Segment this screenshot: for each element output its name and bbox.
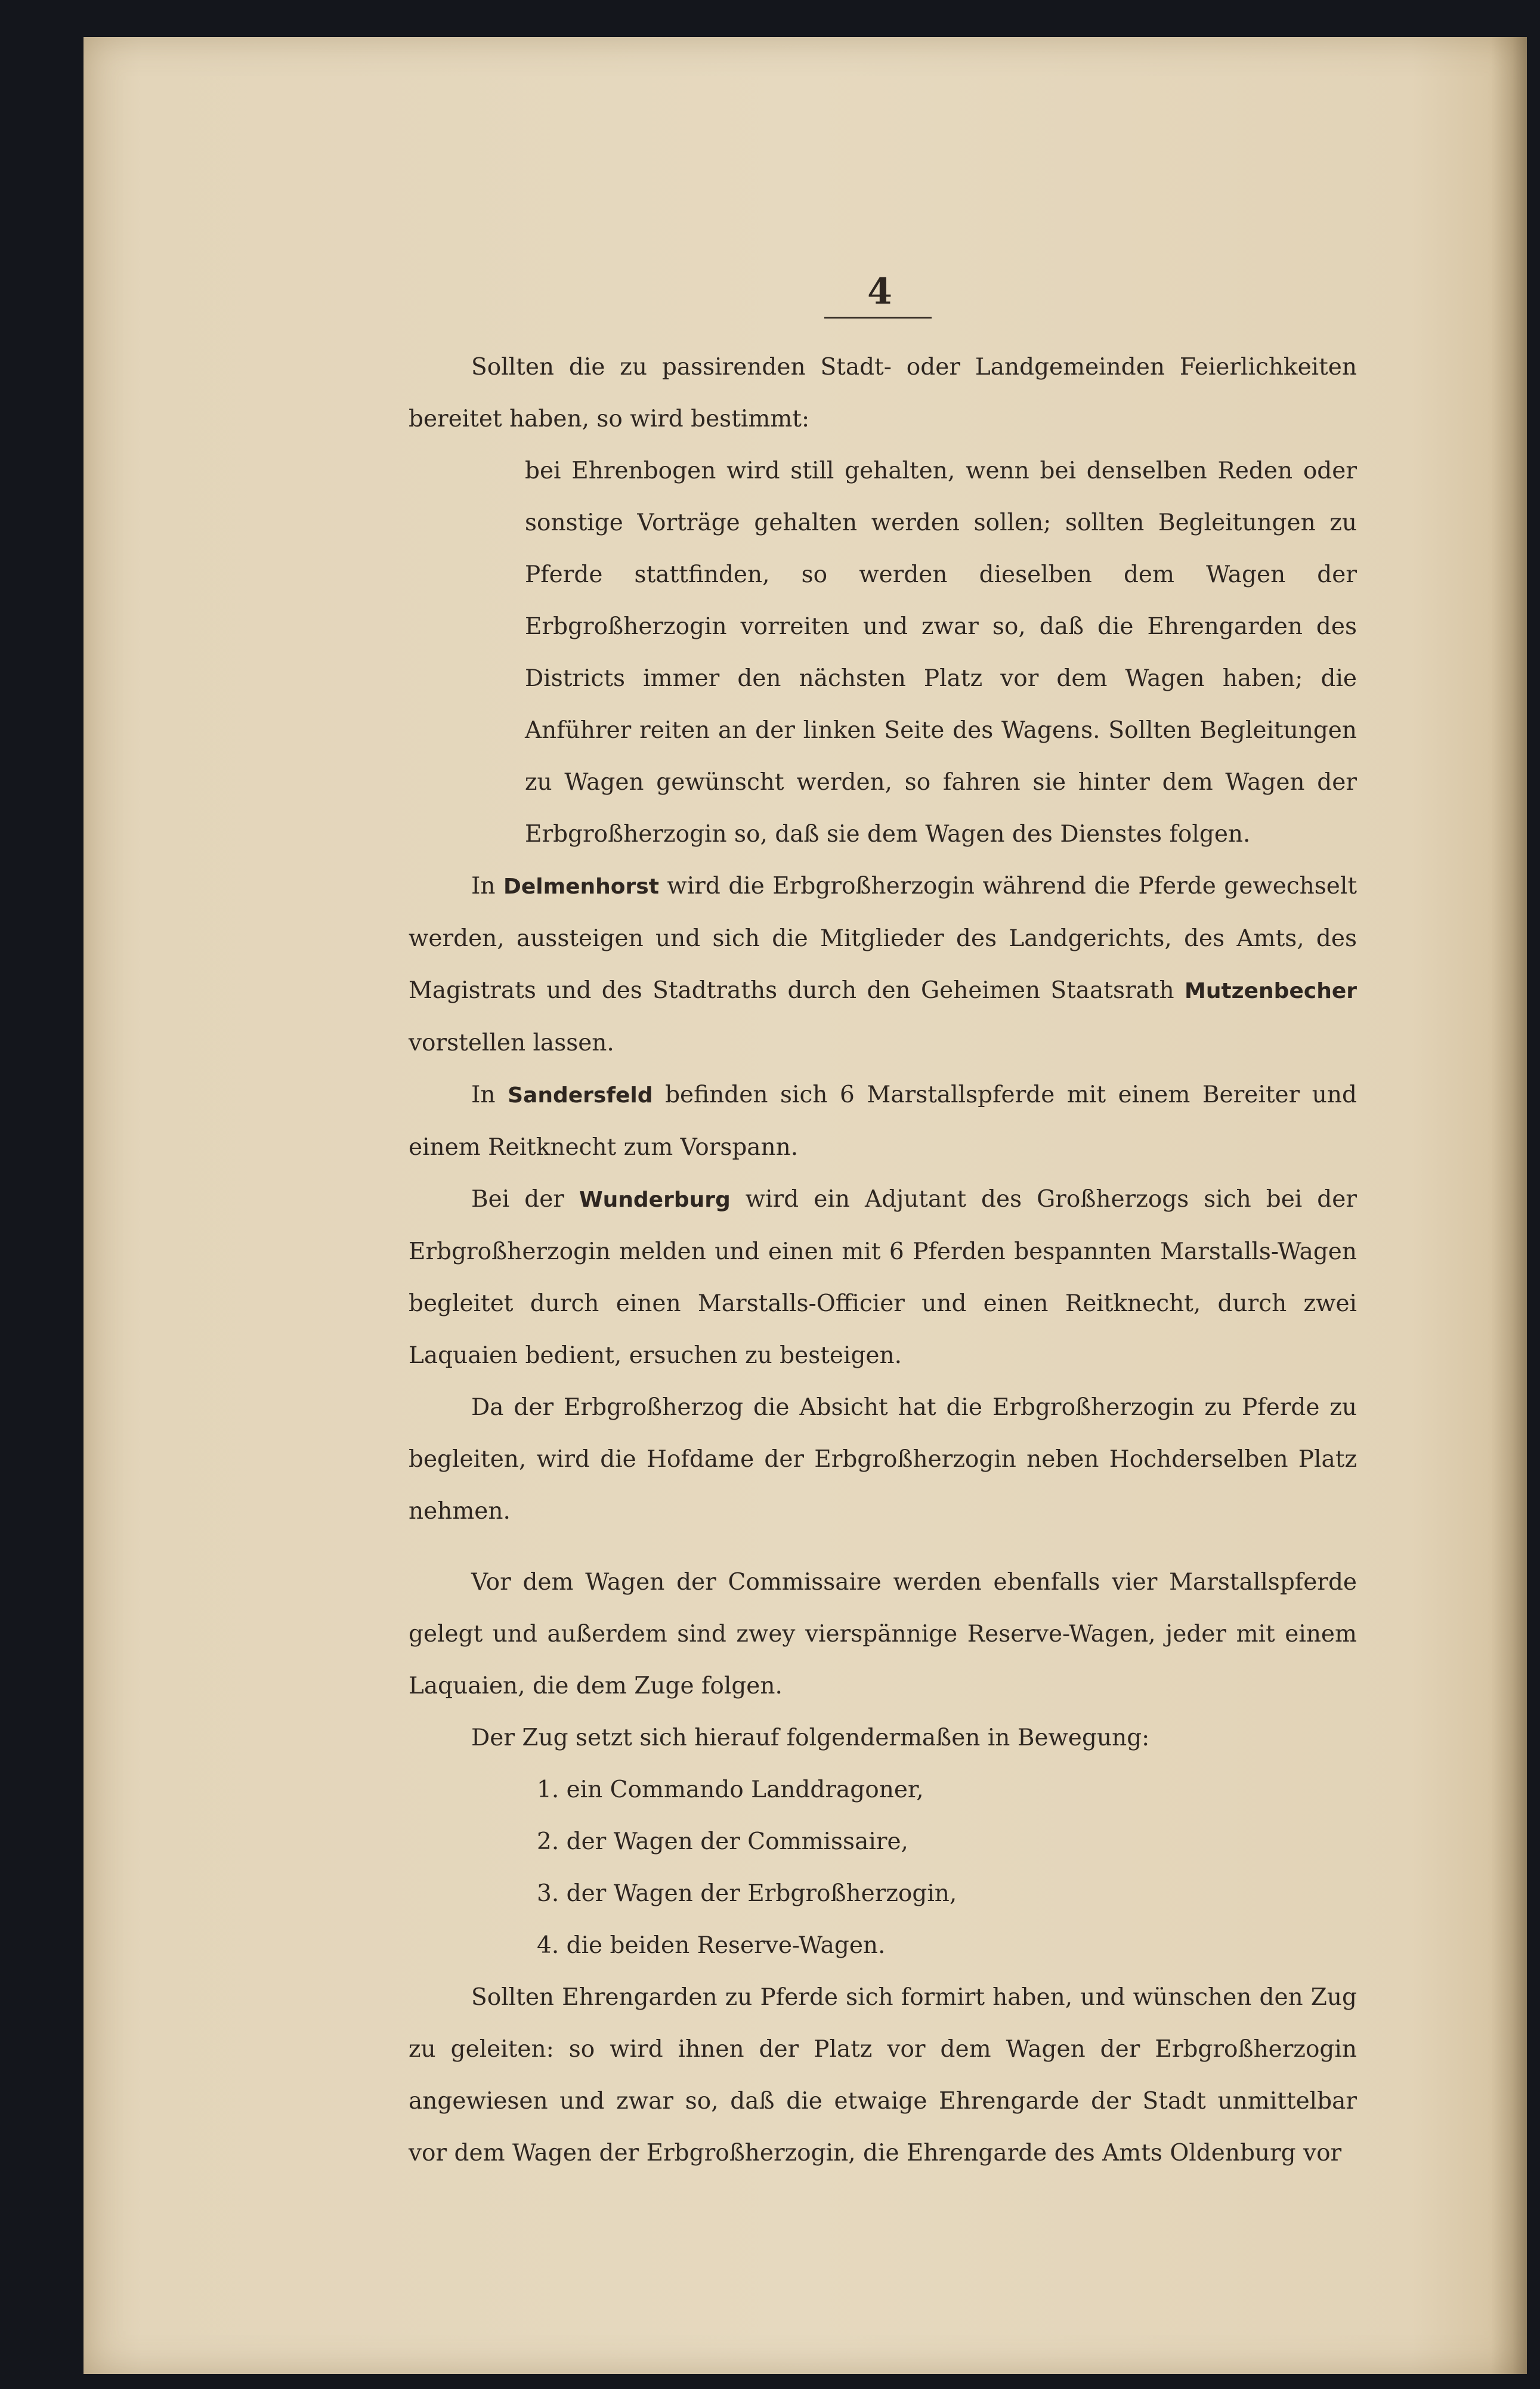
text-run: befinden sich 6 Marstallspferde mit einem Bereiter und einem Reitknecht zum Vorspann. (409, 1081, 1357, 1161)
procession-item: 1. ein Commando Landdragoner, (537, 1776, 924, 1803)
place-name-wunderburg: Wunderburg (579, 1188, 731, 1212)
page-number-rule (824, 317, 932, 319)
page-number: 4 (867, 271, 892, 313)
paragraph-hofdame: Da der Erbgroßherzog die Absicht hat die Erbgroßherzogin zu Pferde zu begleiten, wird die Hofdame der Erbgroßherzogin neben Hochderselben Platz nehmen. (409, 1394, 1357, 1525)
document-page (84, 37, 1527, 2374)
text-run: wird die Erbgroßherzogin während die Pferde gewechselt werden, aussteigen und sich die Mitglieder des Landgerichts, des Amts, des Magistrats und des Stadtraths durch den Geheimen Staatsrath (409, 873, 1357, 1004)
body-text (409, 341, 1357, 2179)
text-run: vorstellen lassen. (409, 1030, 614, 1056)
paragraph-festivities-intro: Sollten die zu passirenden Stadt- oder Landgemeinden Feierlichkeiten bereitet haben, so wird bestimmt: (409, 354, 1357, 432)
paragraph-festivities-rules: bei Ehrenbogen wird still gehalten, wenn bei denselben Reden oder sonstige Vorträge gehalten werden sollen; sollten Begleitungen zu Pferde stattfinden, so werden dieselben dem Wagen der Erbgroßherzogin vorreiten und zwar so, daß die Ehrengarden des Districts immer den nächsten Platz vor dem Wagen haben; die Anführer reiten an der linken Seite des Wagens. Sollten Begleitungen zu Wagen gewünscht werden, so fahren sie hinter dem Wagen der Erbgroßherzogin so, daß sie dem Wagen des Dienstes folgen. (525, 458, 1357, 848)
paragraph-reserve-wagen: Vor dem Wagen der Commissaire werden ebenfalls vier Marstallspferde gelegt und außerdem sind zwey vierspännige Reserve-Wagen, jeder mit einem Laquaien, die dem Zuge folgen. (409, 1569, 1357, 1699)
page-fold-shadow (1491, 37, 1527, 2374)
text-run: wird ein Adjutant des Großherzogs sich bei der Erbgroßherzogin melden und einen mit 6 Pferden bespannten Marstalls-Wagen begleitet durch einen Marstalls-Officier und einen Reitknecht, durch zwei Laquaien bedient, ersuchen zu besteigen. (409, 1186, 1357, 1369)
paragraph-wunderburg (409, 1173, 1357, 1382)
person-name-mutzenbecher: Mutzenbecher (1185, 979, 1357, 1003)
place-name-delmenhorst: Delmenhorst (503, 874, 659, 899)
procession-item: 4. die beiden Reserve-Wagen. (537, 1932, 886, 1959)
paragraph-procession-intro: Der Zug setzt sich hierauf folgendermaßen in Bewegung: (471, 1724, 1150, 1751)
paragraph-ehrengarden: Sollten Ehrengarden zu Pferde sich formirt haben, und wünschen den Zug zu geleiten: so wird ihnen der Platz vor dem Wagen der Erbgroßherzogin angewiesen und zwar so, daß die etwaige Ehrengarde der Stadt unmittelbar vor dem Wagen der Erbgroßherzogin, die Ehrengarde des Amts Oldenburg vor (409, 1984, 1357, 2167)
procession-item: 3. der Wagen der Erbgroßherzogin, (537, 1880, 957, 1907)
place-name-sandersfeld: Sandersfeld (508, 1083, 653, 1108)
paragraph-sandersfeld (409, 1069, 1357, 1173)
procession-item: 2. der Wagen der Commissaire, (537, 1828, 908, 1855)
text-run: Bei der (471, 1186, 579, 1213)
text-run: In (471, 873, 503, 900)
paragraph-delmenhorst (409, 860, 1357, 1069)
text-run: In (471, 1081, 508, 1108)
